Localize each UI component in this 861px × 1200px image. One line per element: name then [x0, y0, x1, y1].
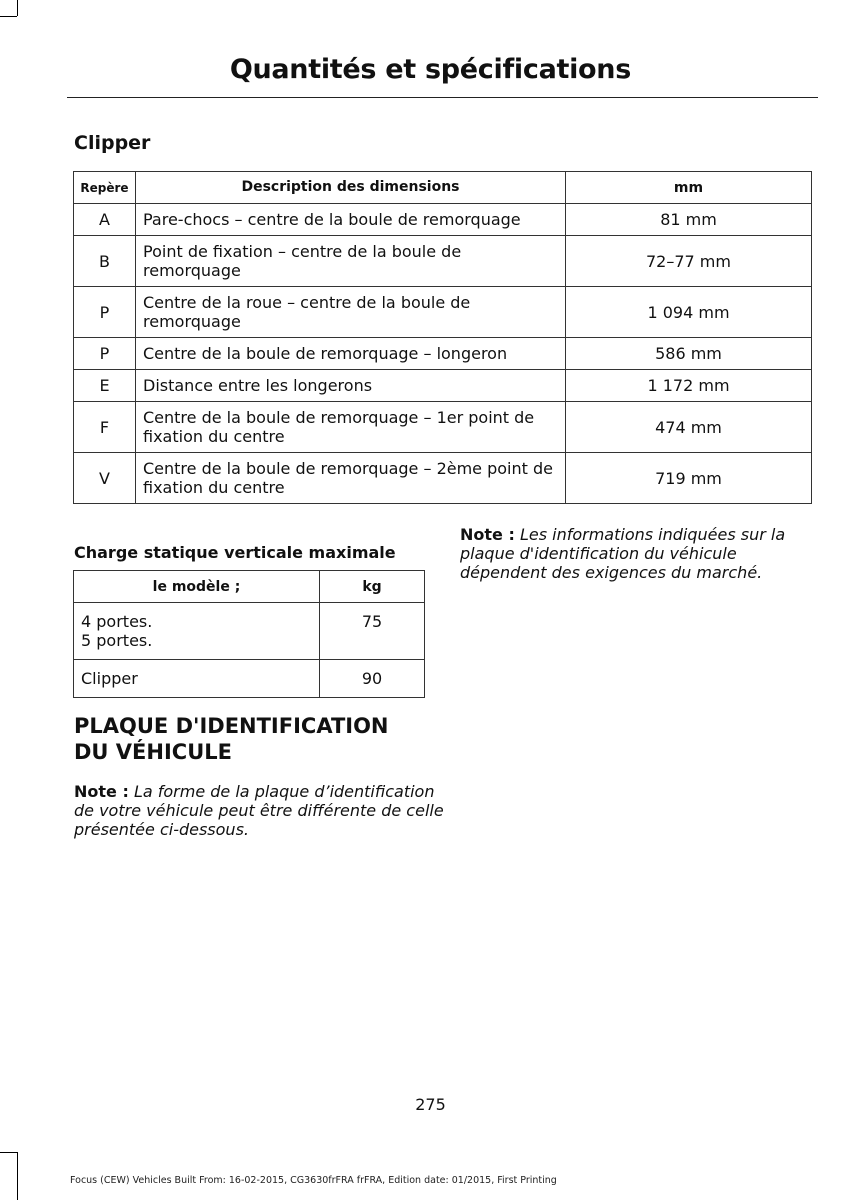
charge-table: [73, 570, 425, 698]
table-row: [74, 338, 812, 370]
title-rule: [67, 97, 818, 98]
note-plaque-shape: [74, 782, 444, 839]
table-row: [74, 287, 812, 338]
section-heading-plaque: [74, 713, 434, 765]
cell-description: Centre de la boule de remorquage – 1er point de fixation du centre: [136, 402, 566, 453]
cell-value: 81 mm: [566, 204, 812, 236]
table-header-row: [74, 571, 425, 603]
table-header-row: [74, 172, 812, 204]
page-title: Quantités et spécifications: [229, 54, 631, 85]
cell-value: 719 mm: [566, 453, 812, 504]
cell-description: Centre de la roue – centre de la boule de remorquage: [136, 287, 566, 338]
cell-value: 72–77 mm: [566, 236, 812, 287]
note-text: Les informations indiquées sur la plaque d'identification du véhicule dépendent des exigences du marché.: [460, 525, 786, 582]
table-row: [74, 660, 425, 698]
cell-value: 474 mm: [566, 402, 812, 453]
cell-value: 1 094 mm: [566, 287, 812, 338]
column-header-mm: mm: [566, 172, 812, 204]
table-row: [74, 402, 812, 453]
heading-line: DU VÉHICULE: [74, 740, 232, 764]
cell-kg: 75: [320, 603, 425, 660]
cell-mark: A: [74, 204, 136, 236]
cell-description: Distance entre les longerons: [136, 370, 566, 402]
cell-model: [74, 603, 320, 660]
cell-kg: 90: [320, 660, 425, 698]
model-line: Clipper: [81, 669, 138, 688]
crop-mark-bottom-left: [0, 1152, 17, 1153]
table-row: [74, 603, 425, 660]
note-label: Note :: [74, 782, 129, 801]
cell-mark: B: [74, 236, 136, 287]
heading-line: PLAQUE D'IDENTIFICATION: [74, 714, 389, 738]
note-text: La forme de la plaque d’identification de votre véhicule peut être différente de celle présentée ci-dessous.: [74, 782, 444, 839]
cell-description: Pare-chocs – centre de la boule de remorquage: [136, 204, 566, 236]
model-line: 5 portes.: [81, 631, 153, 650]
cell-description: Centre de la boule de remorquage – 2ème point de fixation du centre: [136, 453, 566, 504]
crop-mark-top-left: [17, 0, 18, 16]
cell-mark: V: [74, 453, 136, 504]
page-number: 275: [415, 1095, 446, 1114]
section-heading-clipper: Clipper: [74, 132, 151, 154]
cell-mark: F: [74, 402, 136, 453]
section-heading-charge: Charge statique verticale maximale: [74, 543, 396, 562]
cell-model: [74, 660, 320, 698]
table-row: [74, 453, 812, 504]
cell-mark: P: [74, 287, 136, 338]
column-header-repere: Repère: [74, 172, 136, 204]
cell-description: Point de fixation – centre de la boule de remorquage: [136, 236, 566, 287]
crop-mark-bottom-left: [17, 1152, 18, 1200]
column-header-model: le modèle ;: [74, 571, 320, 603]
dimensions-table: [73, 171, 812, 504]
cell-mark: P: [74, 338, 136, 370]
cell-value: 586 mm: [566, 338, 812, 370]
table-row: [74, 370, 812, 402]
table-row: [74, 204, 812, 236]
note-plaque-info: [460, 525, 805, 582]
footer-edition-info: Focus (CEW) Vehicles Built From: 16-02-2015, CG3630frFRA frFRA, Edition date: 01/2015, First Printing: [70, 1175, 557, 1186]
column-header-description: Description des dimensions: [136, 172, 566, 204]
cell-value: 1 172 mm: [566, 370, 812, 402]
cell-mark: E: [74, 370, 136, 402]
crop-mark-top-left: [0, 16, 17, 17]
note-label: Note :: [460, 525, 515, 544]
cell-description: Centre de la boule de remorquage – longeron: [136, 338, 566, 370]
column-header-kg: kg: [320, 571, 425, 603]
model-line: 4 portes.: [81, 612, 153, 631]
table-row: [74, 236, 812, 287]
